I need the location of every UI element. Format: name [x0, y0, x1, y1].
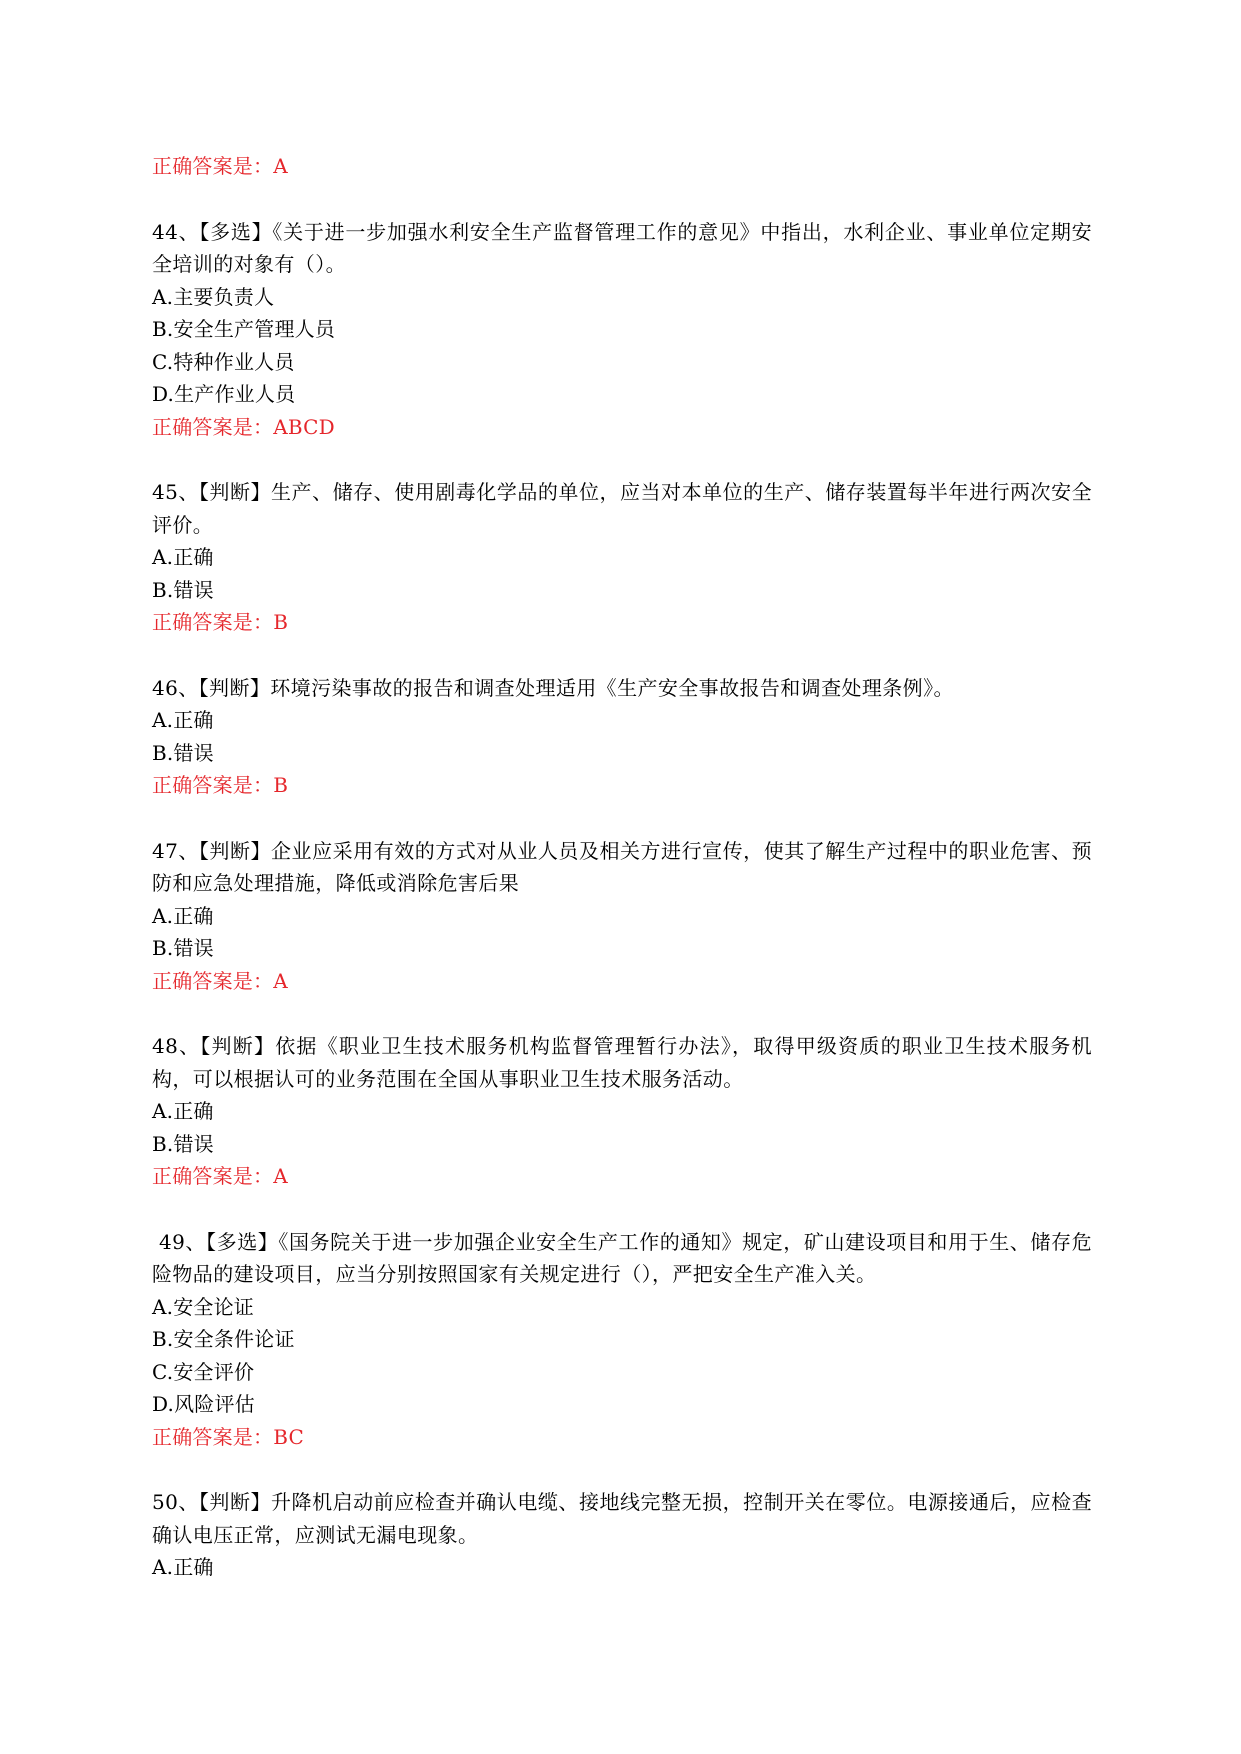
option-a: A.正确 [152, 708, 214, 732]
option-b: B.错误 [152, 577, 214, 602]
question-number: 48、 [152, 1034, 201, 1058]
question-stem [152, 476, 1092, 541]
answer-label: 正确答案是： [152, 154, 274, 178]
question-48 [152, 1030, 1092, 1193]
option-a: A.正确 [152, 545, 214, 569]
question-number: 44、 [152, 219, 200, 244]
question-45 [152, 476, 1092, 639]
spacer [152, 639, 1092, 672]
question-stem [152, 216, 1092, 281]
answer-line [152, 1160, 1092, 1193]
answer-line [152, 411, 1092, 444]
question-stem [152, 1226, 1092, 1291]
question-number: 46、 [152, 675, 199, 700]
document-page [152, 150, 1092, 1584]
answer-value: A [273, 968, 288, 993]
answer-value: A [273, 154, 288, 178]
answer-value: BC [273, 1424, 304, 1449]
answer-label: 正确答案是： [152, 773, 274, 797]
question-type: 【多选】 [199, 219, 273, 244]
answer-line [152, 1421, 1092, 1454]
question-50 [152, 1486, 1092, 1584]
question-text: 升降机启动前应检查并确认电缆、接地线完整无损，控制开关在零位。电源接通后，应检查确认电压正常，应测试无漏电现象。 [152, 1490, 1093, 1547]
answer-label: 正确答案是： [152, 968, 274, 993]
spacer [152, 183, 1092, 216]
option-a: A.正确 [152, 1099, 214, 1123]
question-type: 【判断】 [198, 838, 272, 863]
question-stem [152, 1030, 1092, 1095]
answer-value: A [273, 1164, 288, 1188]
option-b: B.安全条件论证 [152, 1327, 295, 1351]
question-text: 生产、储存、使用剧毒化学品的单位，应当对本单位的生产、储存装置每半年进行两次安全评价。 [152, 480, 1093, 537]
question-type: 【判断】 [198, 480, 272, 504]
question-46 [152, 672, 1092, 802]
question-number: 50、 [152, 1490, 199, 1514]
question-text: 环境污染事故的报告和调查处理适用《生产安全事故报告和调查处理条例》。 [270, 675, 954, 700]
question-47 [152, 835, 1092, 998]
spacer [152, 1193, 1092, 1226]
option-b: B.错误 [152, 936, 214, 960]
option-b: B.错误 [152, 740, 214, 765]
question-number: 49、 [152, 1229, 206, 1254]
option-a: A.正确 [152, 1555, 214, 1579]
question-number: 45、 [152, 480, 199, 504]
question-text: 企业应采用有效的方式对从业人员及相关方进行宣传，使其了解生产过程中的职业危害、预防和应急处理措施，降低或消除危害后果 [152, 838, 1093, 895]
spacer [152, 443, 1092, 476]
answer-label: 正确答案是： [152, 1164, 274, 1188]
spacer [152, 997, 1092, 1030]
question-type: 【多选】 [206, 1229, 279, 1254]
option-b: B.安全生产管理人员 [152, 317, 336, 341]
option-c: C.安全评价 [152, 1359, 255, 1384]
question-type: 【判断】 [200, 1034, 276, 1058]
question-44 [152, 216, 1092, 444]
option-b: B.错误 [152, 1131, 214, 1156]
answer-label: 正确答案是： [152, 610, 274, 634]
spacer [152, 1453, 1092, 1486]
question-text: 《关于进一步加强水利安全生产监督管理工作的意见》中指出，水利企业、事业单位定期安全培训的对象有（）。 [152, 219, 1092, 276]
question-text: 依据《职业卫生技术服务机构监督管理暂行办法》，取得甲级资质的职业卫生技术服务机构，可以根据认可的业务范围在全国从事职业卫生技术服务活动。 [152, 1034, 1092, 1091]
option-a: A.主要负责人 [152, 284, 275, 309]
answer-label: 正确答案是： [152, 1424, 274, 1449]
answer-line [152, 965, 1092, 998]
question-stem [152, 835, 1092, 900]
answer-value: B [273, 773, 289, 797]
option-a: A.正确 [152, 903, 214, 928]
question-text: 《国务院关于进一步加强企业安全生产工作的通知》规定，矿山建设项目和用于生、储存危险物品的建设项目，应当分别按照国家有关规定进行（），严把安全生产准入关。 [152, 1229, 1092, 1286]
option-d: D.风险评估 [152, 1392, 255, 1416]
answer-label: 正确答案是： [152, 414, 274, 439]
question-49 [152, 1226, 1092, 1454]
question-stem [152, 1486, 1092, 1551]
answer-value: ABCD [273, 414, 335, 439]
answer-line [152, 606, 1092, 639]
question-number: 47、 [152, 838, 199, 863]
answer-value: B [273, 610, 289, 634]
option-a: A.安全论证 [152, 1294, 255, 1319]
option-c: C.特种作业人员 [152, 349, 295, 374]
answer-line [152, 769, 1092, 802]
option-d: D.生产作业人员 [152, 382, 296, 406]
spacer [152, 802, 1092, 835]
question-type: 【判断】 [198, 1490, 272, 1514]
question-stem [152, 672, 1092, 705]
answer-line [152, 150, 1092, 183]
question-type: 【判断】 [198, 675, 271, 700]
